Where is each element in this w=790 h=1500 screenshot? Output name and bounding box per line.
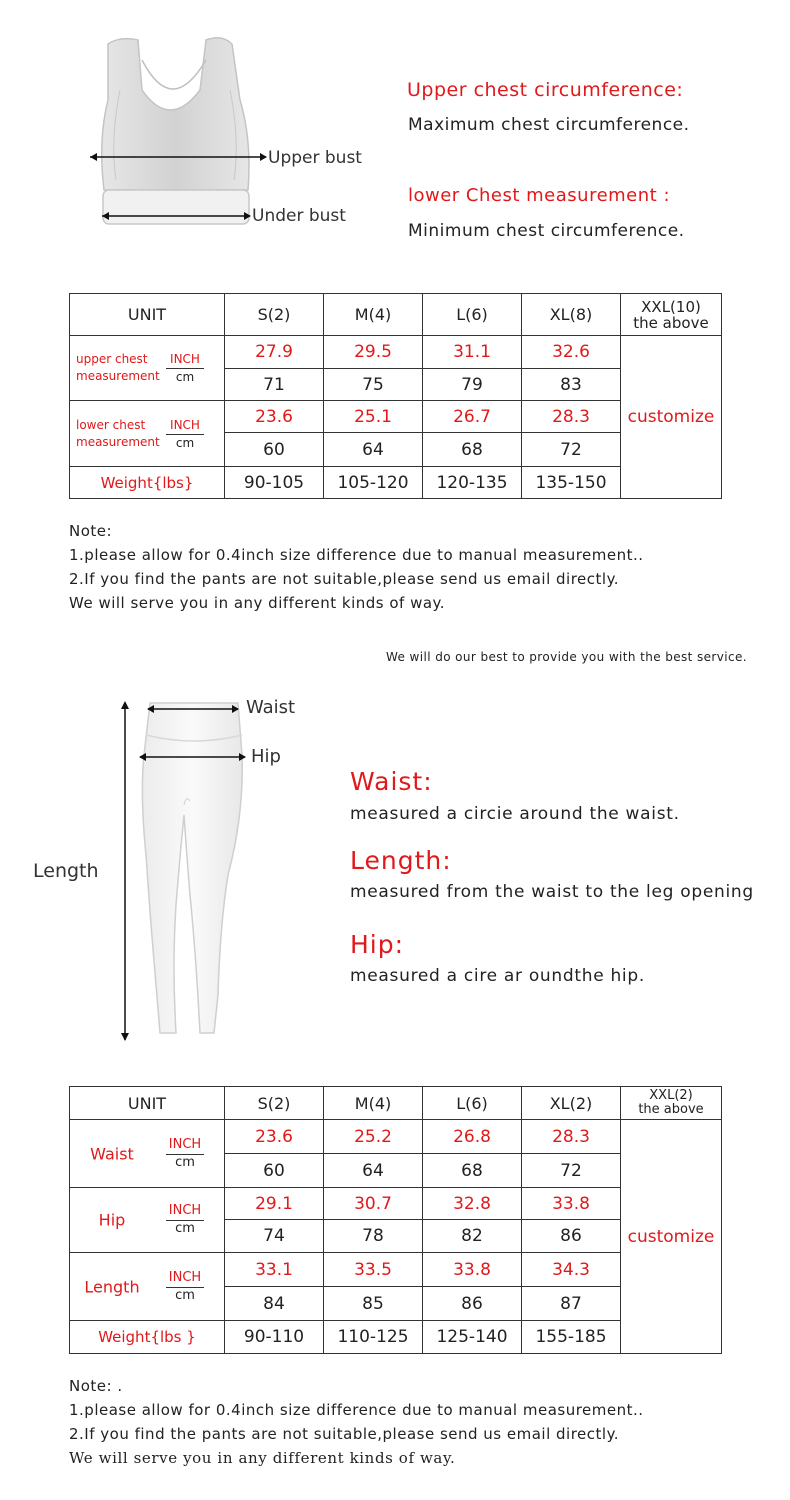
table-cell: 75 (324, 369, 423, 401)
size-header: XL(8) (522, 294, 621, 336)
table-cell: 135-150 (522, 467, 621, 499)
table-cell: 74 (225, 1220, 324, 1253)
waist-row-label: Waist INCH cm (70, 1120, 225, 1188)
table-cell: 85 (324, 1287, 423, 1321)
table-cell: 34.3 (522, 1253, 621, 1287)
table-cell: 110-125 (324, 1321, 423, 1354)
length-text: measured from the waist to the leg opening (350, 882, 754, 902)
table-cell: 23.6 (225, 401, 324, 433)
table-cell: 125-140 (423, 1321, 522, 1354)
length-row-label: Length INCH cm (70, 1253, 225, 1321)
table-cell: 68 (423, 433, 522, 467)
upper-chest-row-label: upper chest measurement INCH cm (70, 336, 225, 401)
table-cell: 33.1 (225, 1253, 324, 1287)
table-cell: 86 (522, 1220, 621, 1253)
waist-title: Waist: (350, 767, 433, 796)
length-title: Length: (350, 846, 452, 875)
table-cell: 90-110 (225, 1321, 324, 1354)
under-bust-label: Under bust (252, 206, 346, 226)
table-cell: 105-120 (324, 467, 423, 499)
table-cell: 33.8 (423, 1253, 522, 1287)
table-cell: 68 (423, 1154, 522, 1188)
table-cell: 26.8 (423, 1120, 522, 1154)
upper-chest-title: Upper chest circumference: (407, 79, 684, 101)
table-cell: 27.9 (225, 336, 324, 369)
table-cell: 26.7 (423, 401, 522, 433)
size-header: M(4) (324, 1087, 423, 1120)
hip-text: measured a cire ar oundthe hip. (350, 966, 645, 986)
table-cell: 84 (225, 1287, 324, 1321)
table-cell: 87 (522, 1287, 621, 1321)
table-cell: 64 (324, 433, 423, 467)
customize-cell: customize (621, 336, 722, 499)
note-title: Note: (69, 522, 113, 540)
bra-size-table (69, 293, 722, 499)
table-cell: 60 (225, 1154, 324, 1188)
lower-chest-text: Minimum chest circumference. (408, 221, 685, 241)
table-cell: 90-105 (225, 467, 324, 499)
table-cell: 29.5 (324, 336, 423, 369)
note-line: 1.please allow for 0.4inch size difference due to manual measurement.. (69, 1401, 644, 1419)
table-cell: 72 (522, 1154, 621, 1188)
table-cell: 78 (324, 1220, 423, 1253)
weight-label: Weight{lbs } (70, 1321, 225, 1354)
note-line: 2.If you find the pants are not suitable,please send us email directly. (69, 570, 620, 588)
size-header: L(6) (423, 1087, 522, 1120)
table-cell: 28.3 (522, 1120, 621, 1154)
table-cell: 32.8 (423, 1188, 522, 1220)
table-cell: 72 (522, 433, 621, 467)
note-line: 2.If you find the pants are not suitable,please send us email directly. (69, 1425, 620, 1443)
note-line: We will serve you in any different kinds of way. (69, 1449, 456, 1467)
table-cell: 120-135 (423, 467, 522, 499)
size-header: M(4) (324, 294, 423, 336)
size-header: L(6) (423, 294, 522, 336)
table-cell: 23.6 (225, 1120, 324, 1154)
size-header: S(2) (225, 1087, 324, 1120)
note-line: 1.please allow for 0.4inch size difference due to manual measurement.. (69, 546, 644, 564)
table-cell: 155-185 (522, 1321, 621, 1354)
table-cell: 28.3 (522, 401, 621, 433)
table-cell: 60 (225, 433, 324, 467)
table-cell: 29.1 (225, 1188, 324, 1220)
note-block (69, 1374, 644, 1470)
table-cell: 86 (423, 1287, 522, 1321)
table-cell: 25.2 (324, 1120, 423, 1154)
pants-size-table (69, 1086, 722, 1354)
unit-header: UNIT (70, 294, 225, 336)
lower-chest-title: lower Chest measurement : (408, 185, 671, 206)
unit-header: UNIT (70, 1087, 225, 1120)
sports-bra-illustration (80, 30, 270, 245)
table-cell: 31.1 (423, 336, 522, 369)
leggings-illustration (110, 695, 260, 1045)
upper-bust-label: Upper bust (268, 148, 362, 168)
service-note: We will do our best to provide you with the best service. (386, 650, 747, 664)
table-cell: 30.7 (324, 1188, 423, 1220)
waist-diagram-label: Waist (246, 697, 296, 718)
table-cell: 83 (522, 369, 621, 401)
xxl-header: XXL(2) the above (621, 1087, 722, 1120)
weight-label: Weight{lbs} (70, 467, 225, 499)
table-cell: 25.1 (324, 401, 423, 433)
note-line: We will serve you in any different kinds of way. (69, 594, 446, 612)
customize-cell: customize (621, 1120, 722, 1354)
size-header: S(2) (225, 294, 324, 336)
table-cell: 79 (423, 369, 522, 401)
table-cell: 71 (225, 369, 324, 401)
hip-diagram-label: Hip (251, 746, 281, 767)
table-cell: 64 (324, 1154, 423, 1188)
xxl-header: XXL(10) the above (621, 294, 722, 336)
table-cell: 82 (423, 1220, 522, 1253)
hip-title: Hip: (350, 930, 405, 959)
note-block (69, 519, 644, 615)
table-cell: 33.5 (324, 1253, 423, 1287)
table-cell: 32.6 (522, 336, 621, 369)
waist-text: measured a circie around the waist. (350, 804, 680, 824)
length-diagram-label: Length (33, 860, 99, 882)
hip-row-label: Hip INCH cm (70, 1188, 225, 1253)
table-cell: 33.8 (522, 1188, 621, 1220)
note-title: Note: . (69, 1377, 123, 1395)
lower-chest-row-label: lower chest measurement INCH cm (70, 401, 225, 467)
size-header: XL(2) (522, 1087, 621, 1120)
upper-chest-text: Maximum chest circumference. (408, 115, 690, 135)
